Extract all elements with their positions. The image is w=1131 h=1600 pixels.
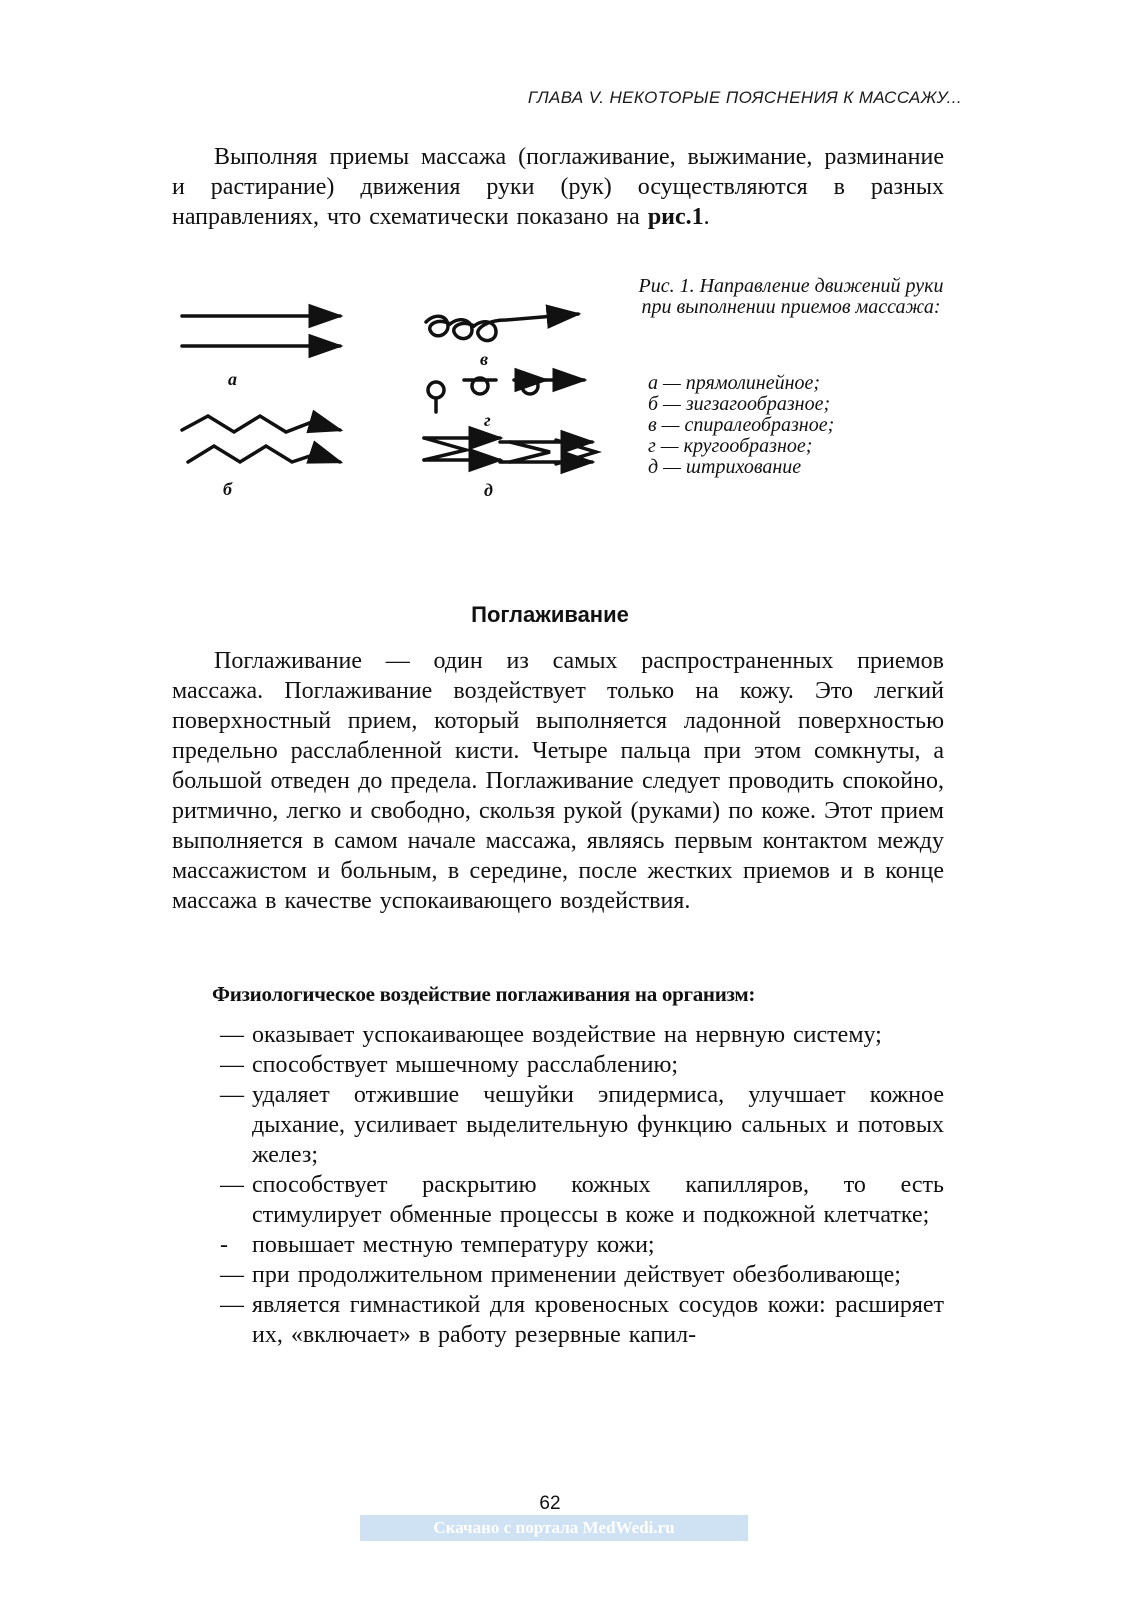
legend-item: д — штрихование <box>648 456 802 478</box>
spiral-arrow <box>426 314 578 341</box>
circular-stroke <box>428 382 444 398</box>
figure-label-b: б <box>223 479 232 499</box>
figure-caption: Рис. 1. Направление движений руки при выполнении приемов массажа: <box>638 275 944 318</box>
intro-text: Выполняя приемы массажа (поглаживание, выжимание, разминание и растирание) движения руки (рук) осуществляются в разных направлениях, что схематически показано на <box>172 144 944 230</box>
section-title: Поглаживание <box>471 602 629 627</box>
intro-end: . <box>703 204 710 230</box>
page-number: 62 <box>539 1493 561 1514</box>
list-item: — удаляет отжившие чешуйки эпидермиса, улучшает кожное дыхание, усиливает выделительную функцию сальных и потовых желез; <box>220 1082 944 1168</box>
download-banner: Скачано с портала MedWedi.ru <box>360 1515 748 1541</box>
list-item: — способствует мышечному расслаблению; <box>220 1052 679 1078</box>
list-item: — при продолжительном применении действует обезболивающе; <box>220 1262 901 1288</box>
list-item: — оказывает успокаивающее воздействие на нервную систему; <box>220 1022 882 1048</box>
list-item: - повышает местную температуру кожи; <box>220 1232 655 1258</box>
section-body-text: Поглаживание — один из самых распространенных приемов массажа. Поглаживание воздействует только на кожу. Это легкий поверхностный прием, который выполняется ладонной поверхностью предельно расслабленной кисти. Четыре пальца при этом сомкнуты, а большой отведен до предела. Поглаживание следует проводить спокойно, ритмично, легко и свободно, скользя рукой (руками) по коже. Этот прием выполняется в самом начале массажа, являясь первым контактом между массажистом и больным, в середине, после жестких приемов и в конце массажа в качестве успокаивающего воздействия. <box>172 648 944 914</box>
intro-paragraph <box>172 142 944 232</box>
figure-legend <box>648 373 948 478</box>
zigzag-arrow <box>182 416 340 432</box>
legend-item: б — зигзагообразное; <box>648 393 831 415</box>
figure-label-d: д <box>484 480 493 500</box>
legend-item: г — кругообразное; <box>648 435 813 457</box>
list-item: — способствует раскрытию кожных капилляров, то есть стимулирует обменные процессы в коже и подкожной клетчатке; <box>220 1172 944 1228</box>
zigzag-arrow <box>188 446 340 462</box>
list-item: — является гимнастикой для кровеносных сосудов кожи: расширяет их, «включает» в работу резервные капил- <box>220 1292 944 1348</box>
section-body <box>172 646 944 916</box>
figure-label-a: а <box>228 369 237 389</box>
legend-item: в — спиралеобразное; <box>648 414 835 436</box>
figure-label-v: в <box>480 349 489 369</box>
effects-subheading: Физиологическое воздействие поглаживания на организм: <box>212 982 756 1006</box>
figure-label-g: г <box>484 410 491 430</box>
running-head: ГЛАВА V. НЕКОТОРЫЕ ПОЯСНЕНИЯ К МАССАЖУ... <box>527 88 962 107</box>
effects-list <box>220 1020 944 1350</box>
figure-reference: рис.1 <box>647 204 704 230</box>
legend-item: а — прямолинейное; <box>648 372 821 394</box>
